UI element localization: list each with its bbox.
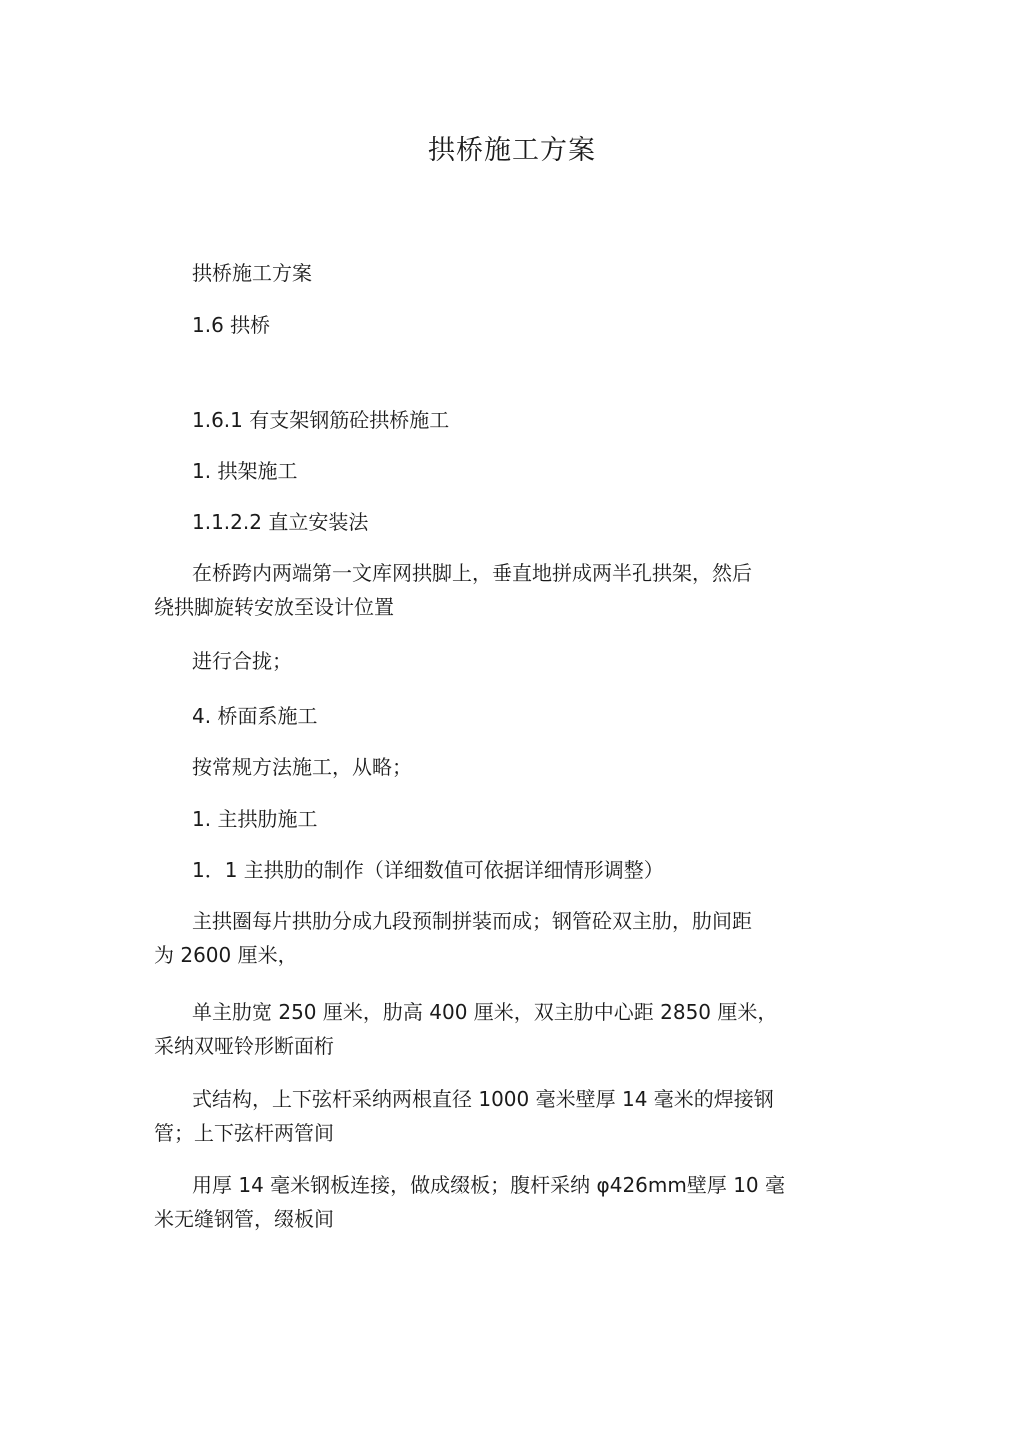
paragraph-upright-method [154, 556, 872, 624]
paragraph-heading: 拱桥施工方案 [192, 261, 312, 285]
document-title: 拱桥施工方案 [428, 135, 596, 166]
section-heading-1-6-1: 1.6.1 有支架钢筋砼拱桥施工 [192, 408, 450, 432]
section-heading-1-6: 1.6 拱桥 [192, 313, 271, 337]
paragraph-line: 在桥跨内两端第一文库网拱脚上，垂直地拼成两半孔拱架，然后 [192, 561, 752, 585]
paragraph-rib-segments [154, 904, 872, 972]
item-upright-install: 1.1.2.2 直立安装法 [192, 510, 369, 534]
item-arch-frame: 1. 拱架施工 [192, 459, 298, 483]
paragraph-rib-dimensions [154, 995, 872, 1063]
paragraph-line: 用厚 14 毫米钢板连接，做成缀板；腹杆采纳 φ426mm壁厚 10 毫 [192, 1173, 786, 1197]
paragraph-closure: 进行合拢； [192, 649, 292, 673]
item-deck-system: 4. 桥面系施工 [192, 704, 318, 728]
paragraph-line: 采纳双哑铃形断面桁 [154, 1034, 334, 1058]
paragraph-line: 主拱圈每片拱肋分成九段预制拼装而成；钢管砼双主肋，肋间距 [192, 909, 752, 933]
paragraph-line: 为 2600 厘米， [154, 943, 298, 967]
paragraph-conventional: 按常规方法施工，从略； [192, 755, 412, 779]
paragraph-line: 单主肋宽 250 厘米，肋高 400 厘米，双主肋中心距 2850 厘米， [192, 1000, 778, 1024]
item-main-rib: 1. 主拱肋施工 [192, 807, 318, 831]
paragraph-line: 绕拱脚旋转安放至设计位置 [154, 595, 394, 619]
paragraph-line: 管；上下弦杆两管间 [154, 1121, 334, 1145]
paragraph-line: 米无缝钢管，缀板间 [154, 1207, 334, 1231]
paragraph-line: 式结构，上下弦杆采纳两根直径 1000 毫米壁厚 14 毫米的焊接钢 [192, 1087, 774, 1111]
paragraph-web-members [154, 1168, 872, 1236]
item-main-rib-fabrication: 1．1 主拱肋的制作（详细数值可依据详细情形调整） [192, 858, 664, 882]
paragraph-chord-members [154, 1082, 872, 1150]
